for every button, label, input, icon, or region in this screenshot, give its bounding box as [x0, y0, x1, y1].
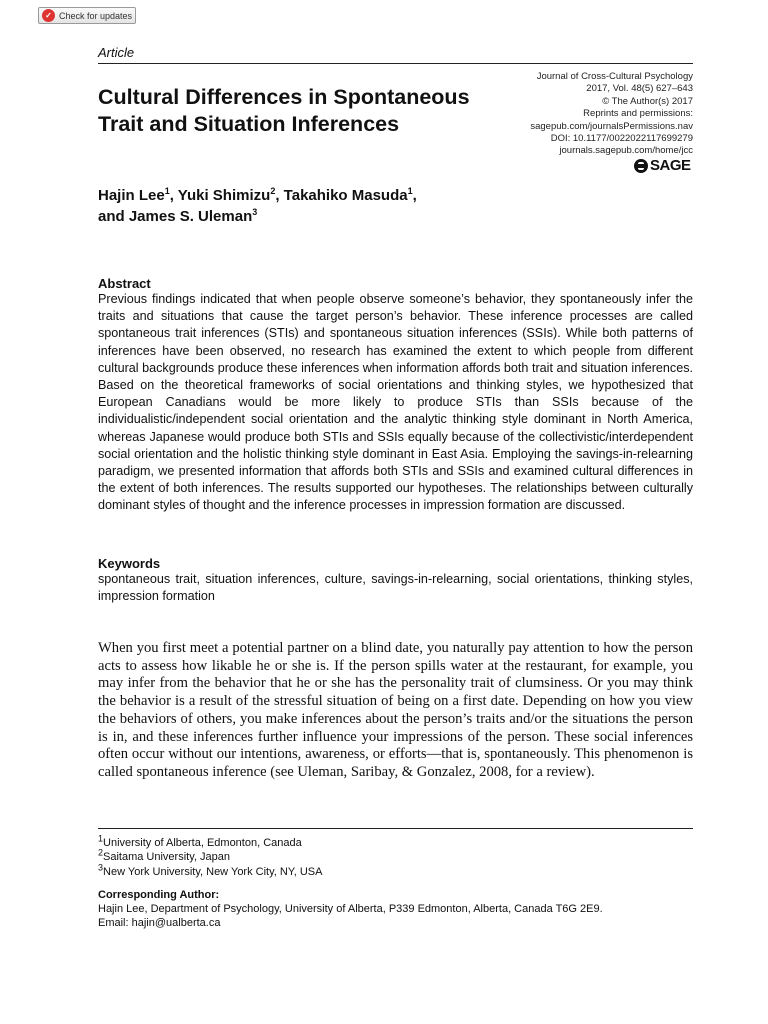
corresponding-author-heading: Corresponding Author:: [98, 888, 220, 901]
abstract-section: [98, 276, 693, 515]
check-for-updates-label: Check for updates: [59, 10, 133, 21]
journal-name: Journal of Cross-Cultural Psychology: [536, 71, 693, 82]
check-for-updates-icon: ✓: [42, 9, 55, 22]
footnotes: [98, 833, 693, 931]
author-separator: ,: [275, 187, 284, 204]
affiliation-text: University of Alberta, Edmonton, Canada: [103, 837, 302, 849]
check-for-updates-button[interactable]: [38, 7, 136, 24]
affiliation-item: [98, 847, 693, 864]
header-divider: [98, 63, 693, 64]
affiliation-text: New York University, New York City, NY, USA: [103, 865, 323, 878]
article-title: [98, 84, 538, 138]
keywords-heading: Keywords: [98, 556, 161, 571]
copyright: © The Author(s) 2017: [602, 95, 693, 107]
affiliation-mark: 1: [98, 833, 104, 844]
footnote-spacer: [98, 879, 693, 888]
abstract-heading: Abstract: [98, 276, 151, 291]
journal-homepage-link[interactable]: journals.sagepub.com/home/jcc: [559, 145, 693, 157]
affiliation-text: Saitama University, Japan: [103, 851, 230, 864]
sage-logo-wordmark: SAGE: [650, 157, 691, 174]
keywords-section: [98, 556, 693, 605]
keywords-text: spontaneous trait, situation inferences, culture, savings-in-relearning, social orientations, thinking styles, impression formation: [98, 572, 693, 604]
author-separator: ,: [412, 187, 417, 204]
author-line-1: [98, 185, 618, 206]
permissions-link[interactable]: sagepub.com/journalsPermissions.nav: [530, 120, 693, 132]
article-type-label: Article: [98, 45, 135, 60]
author-line-2: [98, 206, 618, 227]
author-name: Hajin Lee: [98, 187, 165, 204]
author-affiliation-mark: 1: [164, 186, 170, 196]
author-affiliation-mark: 2: [270, 186, 276, 196]
title-line: Cultural Differences in Spontaneous: [98, 85, 470, 109]
corresponding-author-address: Hajin Lee, Department of Psychology, University of Alberta, P339 Edmonton, Alberta, Canada T6G 2E9.: [98, 903, 603, 916]
author-name: Yuki Shimizu: [177, 187, 271, 204]
sage-logo: [634, 157, 691, 174]
body-paragraph: When you first meet a potential partner on a blind date, you naturally pay attention to how the person acts to assess how likable he or she is. If the person spills water at the restaurant, for example, you may infer from the behavior that he or she has the personality trait of clumsiness. Or you may think the behavior is a result of the stressful situation of being on a first date. Depending on how you view the behaviors of others, you make inferences about the person’s traits and/or the situations the person is in, and these inferences further influence your impressions of the person. These social inferences often occur without our intentions, awareness, or efforts—that is, spontaneously. This phenomenon is called spontaneous inference (see Uleman, Saribay, & Gonzalez, 2008, for a review).: [98, 640, 693, 780]
affiliation-mark: 2: [98, 847, 104, 858]
footnote-divider: [98, 828, 693, 829]
title-line: Trait and Situation Inferences: [98, 112, 400, 136]
affiliation-item: [98, 861, 693, 879]
corresponding-author-email[interactable]: Email: hajin@ualberta.ca: [98, 917, 221, 930]
author-name: and James S. Uleman: [98, 208, 253, 225]
affiliation-mark: 3: [98, 861, 104, 872]
journal-info: [530, 71, 693, 158]
author-list: [98, 185, 618, 227]
abstract-text: Previous findings indicated that when people observe someone’s behavior, they spontaneously infer the traits and situations that cause the target person’s behavior. These inference processes are called spontaneous trait inferences (STIs) and spontaneous situation inferences (SSIs). While both patterns of inferences have been observed, no research has examined the extent to which people from different cultural backgrounds produce these inferences when information affords both trait and situation inferences. Based on the theoretical frameworks of social orientations and thinking styles, we hypothesized that European Canadians would be more likely to produce STIs than SSIs because of the individualistic/independent social orientation and the analytic thinking style dominant in North America, whereas Japanese would produce both STIs and SSIs equally because of the collectivistic/interdependent social orientation and the holistic thinking style dominant in East Asia. Employing the savings-in-relearning paradigm, we presented information that affords both STIs and SSIs and examined cultural differences in the extent of both inferences. The results supported our hypotheses. The relationships between culturally dominant styles of thought and the inference processes in impression formation are discussed.: [98, 292, 693, 513]
sage-logo-mark-icon: [634, 159, 648, 173]
author-affiliation-mark: 3: [252, 207, 258, 217]
reprints-label: Reprints and permissions:: [583, 108, 693, 120]
affiliation-item: [98, 833, 693, 850]
journal-volume: 2017, Vol. 48(5) 627–643: [586, 83, 693, 95]
doi-link[interactable]: DOI: 10.1177/0022022117699279: [550, 133, 693, 145]
author-name: Takahiko Masuda: [283, 187, 408, 204]
author-affiliation-mark: 1: [407, 186, 413, 196]
author-separator: ,: [169, 187, 178, 204]
